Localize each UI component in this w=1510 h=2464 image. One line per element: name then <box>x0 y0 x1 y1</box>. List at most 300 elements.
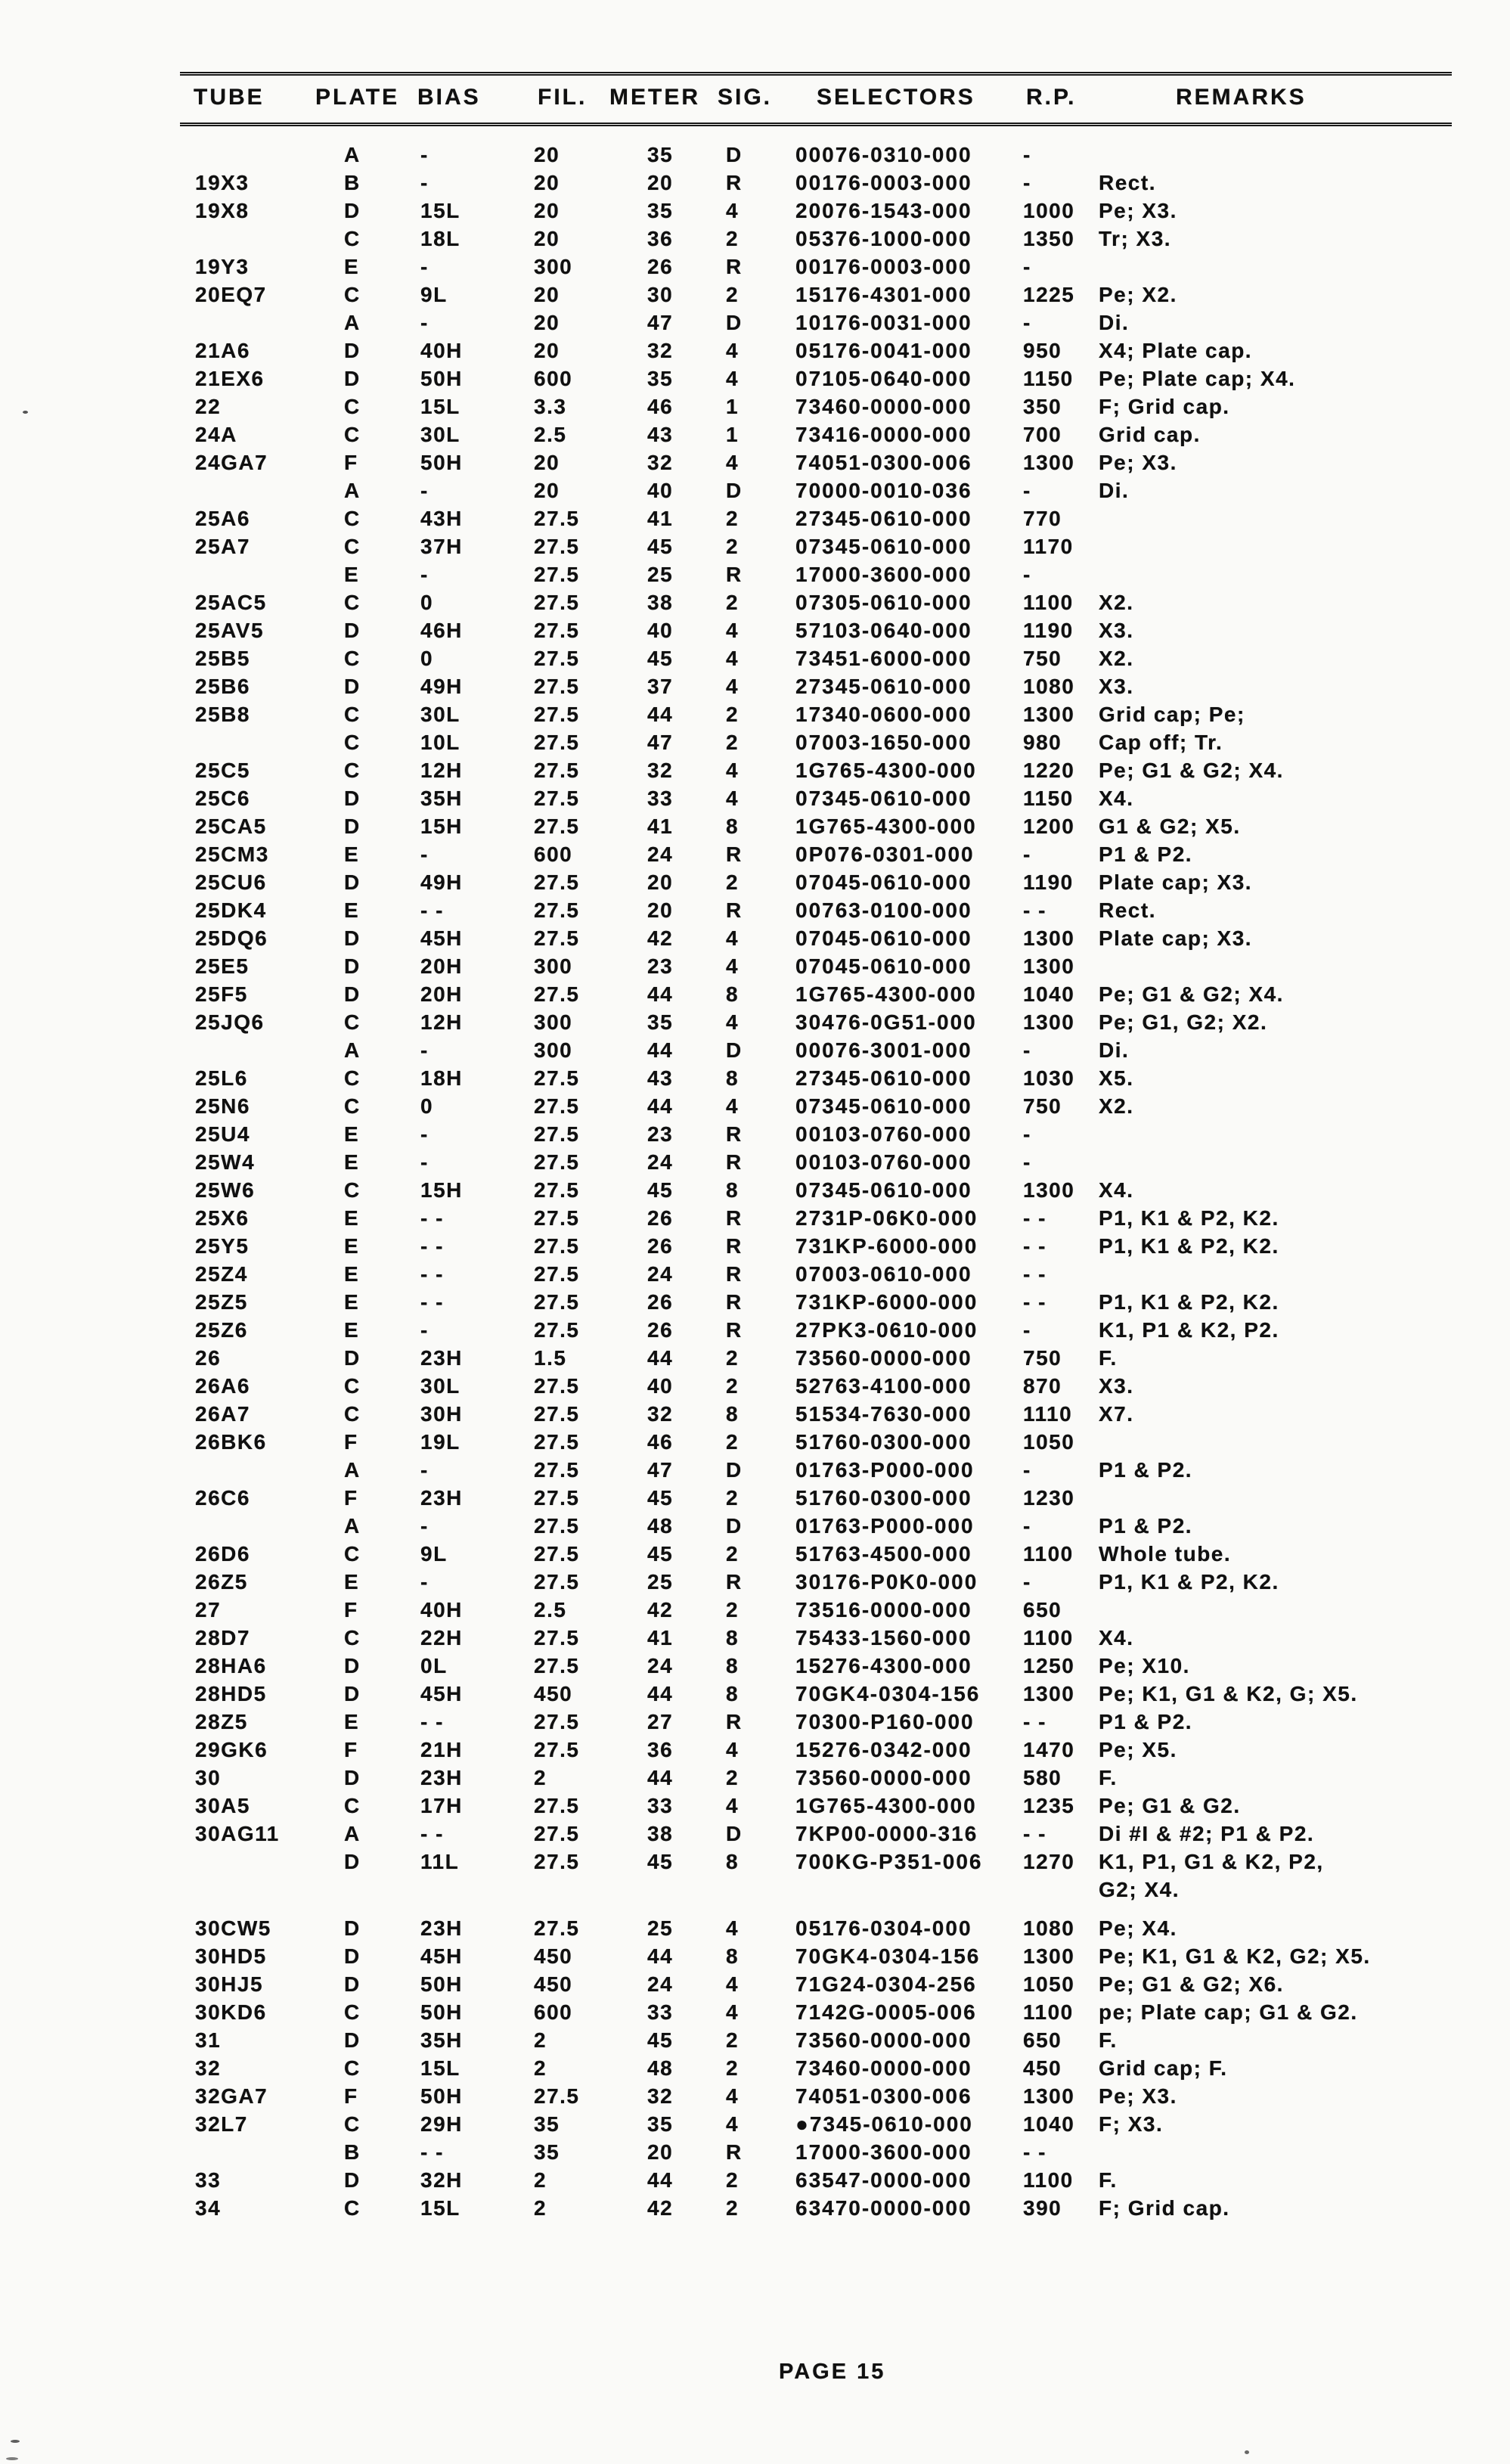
cell-meter: 45 <box>647 646 674 670</box>
cell-selectors: 51760-0300-000 <box>795 1485 972 1510</box>
cell-sig: R <box>726 1289 743 1314</box>
cell-bias: - - <box>420 1234 444 1258</box>
cell-fil: 35 <box>534 2140 560 2164</box>
cell-tube: 34 <box>195 2196 222 2220</box>
cell-fil: 27.5 <box>534 1122 580 1146</box>
cell-plate: F <box>344 450 358 474</box>
cell-selectors: 51763-4500-000 <box>795 1541 972 1566</box>
cell-tube: 25N6 <box>195 1094 250 1118</box>
cell-sig: 2 <box>726 870 739 894</box>
cell-meter: 47 <box>647 1457 674 1482</box>
cell-bias: 15L <box>420 394 460 418</box>
cell-plate: C <box>344 1066 361 1090</box>
cell-selectors: 17340-0600-000 <box>795 702 972 726</box>
cell-bias: 11L <box>420 1849 460 1873</box>
cell-sig: R <box>726 1234 743 1258</box>
cell-selectors: 00076-0310-000 <box>795 142 972 166</box>
cell-meter: 38 <box>647 590 674 614</box>
table-row <box>195 1876 1510 1904</box>
table-row <box>195 728 1510 756</box>
cell-remarks: F. <box>1099 1765 1118 1789</box>
table-row <box>195 1064 1510 1092</box>
cell-meter: 45 <box>647 1541 674 1566</box>
cell-sig: 4 <box>726 2112 739 2136</box>
cell-rp: - <box>1023 142 1031 166</box>
cell-meter: 26 <box>647 254 674 278</box>
cell-plate: D <box>344 786 361 810</box>
cell-selectors: 700KG-P351-006 <box>795 1849 983 1873</box>
cell-tube: 30AG11 <box>195 1821 280 1845</box>
cell-plate: C <box>344 506 361 530</box>
cell-fil: 2 <box>534 2168 547 2192</box>
cell-bias: 20H <box>420 982 463 1006</box>
cell-remarks: F. <box>1099 2168 1118 2192</box>
cell-sig: 4 <box>726 2000 739 2024</box>
cell-sig: R <box>726 1569 743 1594</box>
cell-meter: 46 <box>647 394 674 418</box>
cell-remarks: X5. <box>1099 1066 1134 1090</box>
column-header-sig: SIG. <box>718 85 773 110</box>
cell-meter: 41 <box>647 1625 674 1649</box>
cell-selectors: 7142G-0005-006 <box>795 2000 977 2024</box>
cell-fil: 27.5 <box>534 1625 580 1649</box>
cell-plate: D <box>344 982 361 1006</box>
cell-meter: 35 <box>647 198 674 222</box>
cell-tube: 25A6 <box>195 506 250 530</box>
cell-plate: D <box>344 1944 361 1968</box>
cell-tube: 26C6 <box>195 1485 250 1510</box>
cell-selectors: 73516-0000-000 <box>795 1597 972 1621</box>
cell-rp: 1190 <box>1023 870 1074 894</box>
cell-selectors: 73451-6000-000 <box>795 646 972 670</box>
cell-fil: 27.5 <box>534 786 580 810</box>
cell-sig: R <box>726 1122 743 1146</box>
cell-tube: 20EQ7 <box>195 282 267 306</box>
cell-selectors: 63547-0000-000 <box>795 2168 972 2192</box>
cell-tube: 25E5 <box>195 954 250 978</box>
cell-meter: 30 <box>647 282 674 306</box>
table-row <box>195 560 1510 588</box>
cell-sig: D <box>726 1513 743 1538</box>
cell-remarks: G2; X4. <box>1099 1877 1180 1901</box>
cell-tube: 26A6 <box>195 1373 250 1398</box>
cell-sig: 4 <box>726 450 739 474</box>
table-row <box>195 504 1510 532</box>
cell-selectors: 30176-P0K0-000 <box>795 1569 978 1594</box>
column-header-selectors: SELECTORS <box>817 85 975 110</box>
cell-fil: 27.5 <box>534 1457 580 1482</box>
cell-selectors: 27345-0610-000 <box>795 1066 972 1090</box>
cell-remarks: F; X3. <box>1099 2112 1164 2136</box>
cell-rp: - - <box>1023 1206 1046 1230</box>
cell-meter: 37 <box>647 674 674 698</box>
cell-remarks: G1 & G2; X5. <box>1099 814 1241 838</box>
cell-remarks: Di. <box>1099 310 1130 334</box>
cell-selectors: 15176-4301-000 <box>795 282 972 306</box>
cell-rp: - <box>1023 478 1031 502</box>
cell-meter: 32 <box>647 338 674 362</box>
cell-meter: 26 <box>647 1289 674 1314</box>
cell-fil: 450 <box>534 1972 573 1996</box>
cell-fil: 27.5 <box>534 590 580 614</box>
cell-fil: 20 <box>534 198 560 222</box>
cell-bias: 40H <box>420 1597 463 1621</box>
cell-sig: R <box>726 1150 743 1174</box>
cell-selectors: 731KP-6000-000 <box>795 1289 978 1314</box>
cell-rp: - <box>1023 1569 1031 1594</box>
cell-remarks: P1, K1 & P2, K2. <box>1099 1206 1279 1230</box>
table-row <box>195 1512 1510 1540</box>
cell-rp: - - <box>1023 1261 1046 1286</box>
cell-rp: 1350 <box>1023 226 1075 250</box>
cell-fil: 27.5 <box>534 758 580 782</box>
cell-meter: 48 <box>647 2056 674 2080</box>
cell-tube: 25Z4 <box>195 1261 248 1286</box>
cell-plate: E <box>344 1150 360 1174</box>
cell-remarks: Pe; G1 & G2; X6. <box>1099 1972 1284 1996</box>
cell-plate: C <box>344 702 361 726</box>
table-row <box>195 896 1510 924</box>
column-header-bias: BIAS <box>417 85 481 110</box>
cell-remarks: Pe; X2. <box>1099 282 1177 306</box>
cell-rp: - - <box>1023 1821 1046 1845</box>
cell-plate: E <box>344 1289 360 1314</box>
cell-fil: 27.5 <box>534 814 580 838</box>
cell-fil: 600 <box>534 366 573 390</box>
column-header-meter: METER <box>609 85 700 110</box>
cell-plate: C <box>344 730 361 754</box>
table-row <box>195 1148 1510 1176</box>
cell-selectors: 73560-0000-000 <box>795 1765 972 1789</box>
cell-sig: R <box>726 1261 743 1286</box>
cell-remarks: X2. <box>1099 590 1134 614</box>
cell-bias: 50H <box>420 450 463 474</box>
cell-bias: 29H <box>420 2112 463 2136</box>
table-row <box>195 1708 1510 1736</box>
cell-bias: 10L <box>420 730 460 754</box>
table-row <box>195 1736 1510 1764</box>
cell-remarks: Grid cap. <box>1099 422 1201 446</box>
table-row <box>195 1568 1510 1596</box>
cell-meter: 44 <box>647 1765 674 1789</box>
cell-sig: R <box>726 2140 743 2164</box>
cell-bias: 43H <box>420 506 463 530</box>
cell-selectors: 05176-0304-000 <box>795 1916 972 1940</box>
cell-fil: 300 <box>534 954 573 978</box>
cell-bias: 50H <box>420 366 463 390</box>
cell-remarks: Pe; X3. <box>1099 2084 1177 2108</box>
cell-fil: 2.5 <box>534 1597 567 1621</box>
cell-meter: 32 <box>647 1401 674 1426</box>
cell-tube: 30CW5 <box>195 1916 271 1940</box>
cell-rp: 1040 <box>1023 982 1075 1006</box>
cell-meter: 24 <box>647 1972 674 1996</box>
cell-plate: D <box>344 1345 361 1370</box>
cell-sig: 4 <box>726 758 739 782</box>
cell-rp: 1300 <box>1023 702 1075 726</box>
cell-rp: - <box>1023 1122 1031 1146</box>
cell-rp: 1100 <box>1023 590 1074 614</box>
cell-bias: - - <box>420 898 444 922</box>
scan-speck <box>23 411 28 414</box>
cell-rp: 390 <box>1023 2196 1062 2220</box>
cell-sig: 2 <box>726 2196 739 2220</box>
cell-selectors: 73560-0000-000 <box>795 2028 972 2052</box>
cell-bias: - <box>420 1317 429 1342</box>
table-row <box>195 476 1510 504</box>
cell-fil: 3.3 <box>534 394 567 418</box>
table-row <box>195 169 1510 197</box>
cell-tube: 19X8 <box>195 198 250 222</box>
cell-tube: 22 <box>195 394 222 418</box>
cell-rp: - <box>1023 842 1031 866</box>
cell-plate: D <box>344 1849 361 1873</box>
cell-tube: 29GK6 <box>195 1737 268 1761</box>
cell-meter: 44 <box>647 702 674 726</box>
cell-plate: A <box>344 1457 361 1482</box>
table-row <box>195 1680 1510 1708</box>
cell-bias: 12H <box>420 758 463 782</box>
cell-sig: 4 <box>726 674 739 698</box>
cell-bias: - <box>420 1122 429 1146</box>
table-row <box>195 253 1510 281</box>
cell-rp: 1220 <box>1023 758 1075 782</box>
cell-remarks: P1 & P2. <box>1099 1709 1193 1733</box>
cell-bias: 23H <box>420 1765 463 1789</box>
cell-fil: 27.5 <box>534 1737 580 1761</box>
cell-fil: 27.5 <box>534 1206 580 1230</box>
cell-selectors: 1G765-4300-000 <box>795 758 977 782</box>
cell-sig: 2 <box>726 730 739 754</box>
cell-fil: 27.5 <box>534 730 580 754</box>
cell-plate: A <box>344 310 361 334</box>
cell-meter: 33 <box>647 1793 674 1817</box>
cell-meter: 33 <box>647 2000 674 2024</box>
column-header-plate: PLATE <box>315 85 400 110</box>
cell-sig: R <box>726 254 743 278</box>
cell-selectors: 07345-0610-000 <box>795 1094 972 1118</box>
table-row <box>195 1484 1510 1512</box>
cell-plate: E <box>344 1122 360 1146</box>
cell-meter: 24 <box>647 842 674 866</box>
cell-bias: 12H <box>420 1010 463 1034</box>
cell-remarks: P1, K1 & P2, K2. <box>1099 1234 1279 1258</box>
cell-sig: R <box>726 842 743 866</box>
cell-tube: 25CU6 <box>195 870 267 894</box>
table-row <box>195 868 1510 896</box>
cell-bias: 30L <box>420 702 460 726</box>
cell-fil: 20 <box>534 478 560 502</box>
cell-meter: 45 <box>647 1178 674 1202</box>
cell-rp: 1050 <box>1023 1429 1075 1454</box>
cell-bias: 21H <box>420 1737 463 1761</box>
cell-tube: 21A6 <box>195 338 250 362</box>
cell-meter: 45 <box>647 1849 674 1873</box>
cell-sig: R <box>726 1709 743 1733</box>
cell-fil: 27.5 <box>534 646 580 670</box>
cell-rp: 1250 <box>1023 1653 1075 1677</box>
cell-plate: C <box>344 282 361 306</box>
cell-bias: 37H <box>420 534 463 558</box>
table-row <box>195 952 1510 980</box>
cell-bias: 17H <box>420 1793 463 1817</box>
cell-meter: 26 <box>647 1317 674 1342</box>
table-row <box>195 1914 1510 1942</box>
table-row <box>195 420 1510 448</box>
cell-tube: 19Y3 <box>195 254 250 278</box>
cell-selectors: 52763-4100-000 <box>795 1373 972 1398</box>
cell-tube: 25CM3 <box>195 842 269 866</box>
cell-sig: 2 <box>726 1373 739 1398</box>
cell-tube: 25W6 <box>195 1178 256 1202</box>
cell-selectors: 07045-0610-000 <box>795 954 972 978</box>
cell-remarks: X3. <box>1099 1373 1134 1398</box>
cell-plate: D <box>344 674 361 698</box>
cell-fil: 27.5 <box>534 1373 580 1398</box>
cell-meter: 42 <box>647 1597 674 1621</box>
cell-selectors: 51534-7630-000 <box>795 1401 972 1426</box>
cell-rp: - <box>1023 1317 1031 1342</box>
cell-sig: 4 <box>726 1972 739 1996</box>
cell-tube: 25C6 <box>195 786 250 810</box>
column-header-tube: TUBE <box>194 85 265 110</box>
cell-selectors: 7KP00-0000-316 <box>795 1821 978 1845</box>
cell-meter: 25 <box>647 562 674 586</box>
table-row <box>195 1764 1510 1792</box>
cell-meter: 44 <box>647 2168 674 2192</box>
cell-plate: D <box>344 366 361 390</box>
table-row <box>195 1372 1510 1400</box>
cell-rp: - <box>1023 170 1031 194</box>
table-row <box>195 2138 1510 2166</box>
cell-plate: F <box>344 1597 358 1621</box>
cell-tube: 33 <box>195 2168 222 2192</box>
cell-rp: 1470 <box>1023 1737 1075 1761</box>
cell-remarks: Pe; X5. <box>1099 1737 1177 1761</box>
cell-meter: 20 <box>647 898 674 922</box>
cell-plate: C <box>344 2056 361 2080</box>
cell-plate: B <box>344 2140 361 2164</box>
cell-bias: 18L <box>420 226 460 250</box>
cell-meter: 20 <box>647 170 674 194</box>
cell-sig: 2 <box>726 1485 739 1510</box>
cell-sig: D <box>726 1821 743 1845</box>
cell-plate: A <box>344 142 361 166</box>
cell-selectors: 74051-0300-006 <box>795 450 972 474</box>
cell-rp: 1030 <box>1023 1066 1075 1090</box>
cell-rp: 950 <box>1023 338 1062 362</box>
cell-meter: 35 <box>647 2112 674 2136</box>
cell-selectors: 07003-0610-000 <box>795 1261 972 1286</box>
cell-plate: E <box>344 842 360 866</box>
cell-tube: 32GA7 <box>195 2084 268 2108</box>
cell-selectors: 27345-0610-000 <box>795 506 972 530</box>
cell-fil: 1.5 <box>534 1345 567 1370</box>
cell-meter: 48 <box>647 1513 674 1538</box>
table-row <box>195 141 1510 169</box>
table-row <box>195 2026 1510 2054</box>
cell-sig: 4 <box>726 366 739 390</box>
cell-bias: 23H <box>420 1485 463 1510</box>
cell-meter: 46 <box>647 1429 674 1454</box>
cell-remarks: Pe; X3. <box>1099 450 1177 474</box>
cell-sig: 8 <box>726 814 739 838</box>
cell-bias: 23H <box>420 1916 463 1940</box>
cell-selectors: 57103-0640-000 <box>795 618 972 642</box>
cell-remarks: Pe; X4. <box>1099 1916 1177 1940</box>
cell-tube: 30A5 <box>195 1793 250 1817</box>
cell-bias: 22H <box>420 1625 463 1649</box>
cell-remarks: F; Grid cap. <box>1099 2196 1230 2220</box>
cell-rp: - - <box>1023 1709 1046 1733</box>
cell-meter: 24 <box>647 1150 674 1174</box>
cell-fil: 2 <box>534 2056 547 2080</box>
cell-selectors: 07045-0610-000 <box>795 926 972 950</box>
table-row <box>195 1316 1510 1344</box>
cell-fil: 27.5 <box>534 1066 580 1090</box>
cell-tube: 30KD6 <box>195 2000 267 2024</box>
cell-bias: 9L <box>420 1541 448 1566</box>
cell-sig: 8 <box>726 1066 739 1090</box>
cell-plate: D <box>344 926 361 950</box>
cell-meter: 27 <box>647 1709 674 1733</box>
cell-sig: 2 <box>726 2168 739 2192</box>
cell-plate: C <box>344 1010 361 1034</box>
cell-bias: 15L <box>420 198 460 222</box>
cell-fil: 27.5 <box>534 982 580 1006</box>
scan-speck <box>6 2457 18 2460</box>
table-row <box>195 980 1510 1008</box>
cell-remarks: Rect. <box>1099 170 1156 194</box>
cell-selectors: 63470-0000-000 <box>795 2196 972 2220</box>
cell-selectors: 17000-3600-000 <box>795 2140 972 2164</box>
cell-sig: 2 <box>726 1765 739 1789</box>
cell-remarks: X4. <box>1099 786 1134 810</box>
cell-selectors: 1G765-4300-000 <box>795 982 977 1006</box>
table-row <box>195 1008 1510 1036</box>
cell-sig: 8 <box>726 982 739 1006</box>
cell-plate: E <box>344 1261 360 1286</box>
cell-sig: R <box>726 1317 743 1342</box>
cell-sig: 4 <box>726 1737 739 1761</box>
cell-sig: 4 <box>726 1916 739 1940</box>
cell-fil: 2 <box>534 1765 547 1789</box>
cell-meter: 44 <box>647 1345 674 1370</box>
cell-tube: 30HJ5 <box>195 1972 264 1996</box>
cell-rp: 1300 <box>1023 926 1075 950</box>
cell-selectors: 00763-0100-000 <box>795 898 972 922</box>
cell-sig: 8 <box>726 1625 739 1649</box>
cell-fil: 27.5 <box>534 870 580 894</box>
cell-remarks: Grid cap; Pe; <box>1099 702 1245 726</box>
cell-remarks: X2. <box>1099 1094 1134 1118</box>
cell-bias: 15H <box>420 814 463 838</box>
cell-rp: 1100 <box>1023 2168 1074 2192</box>
table-row <box>195 309 1510 337</box>
cell-selectors: 73460-0000-000 <box>795 2056 972 2080</box>
cell-plate: C <box>344 226 361 250</box>
cell-bias: - <box>420 1457 429 1482</box>
cell-remarks: Pe; G1, G2; X2. <box>1099 1010 1268 1034</box>
cell-fil: 27.5 <box>534 2084 580 2108</box>
cell-fil: 20 <box>534 170 560 194</box>
cell-remarks: Plate cap; X3. <box>1099 926 1253 950</box>
cell-tube: 28D7 <box>195 1625 250 1649</box>
cell-fil: 27.5 <box>534 534 580 558</box>
table-row <box>195 393 1510 420</box>
scan-speck <box>11 2440 20 2443</box>
cell-sig: 8 <box>726 1944 739 1968</box>
